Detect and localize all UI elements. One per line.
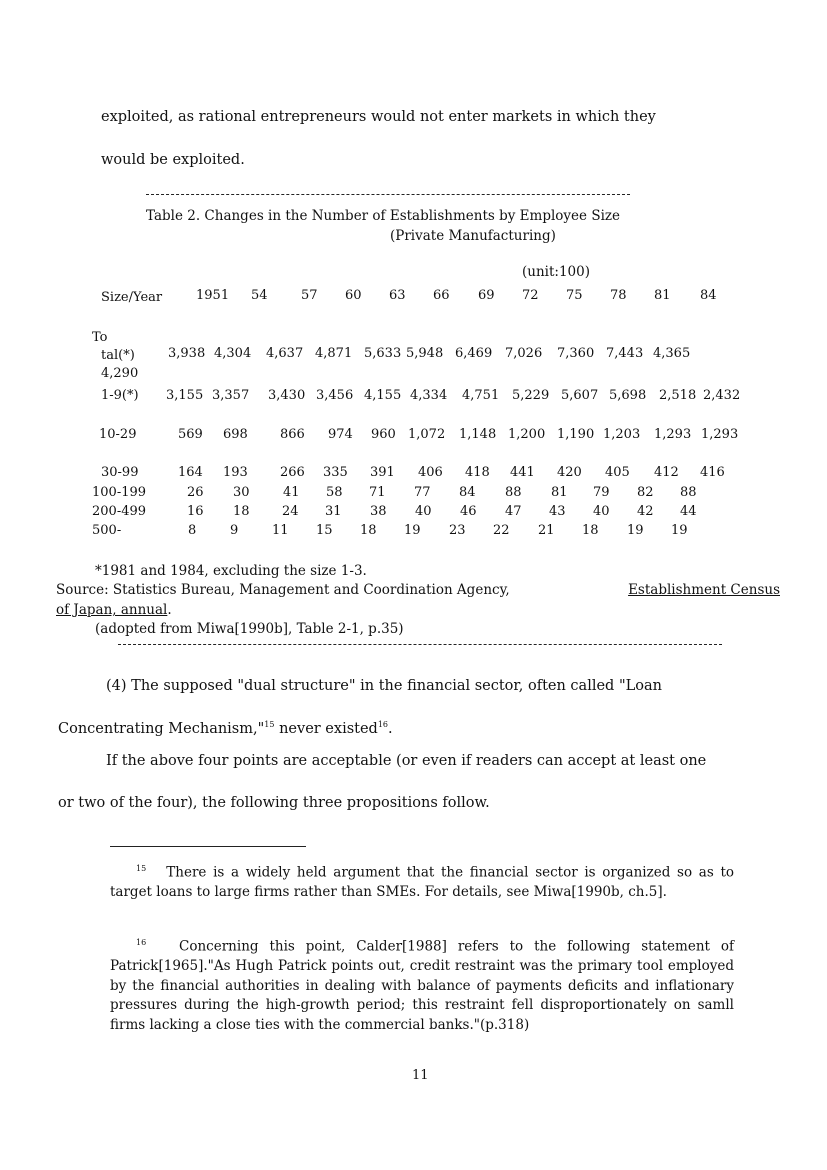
table-cell: 4,155: [364, 388, 402, 403]
table-cell: 15: [316, 523, 333, 538]
table-cell: 9: [230, 523, 239, 538]
footnote-rule: [110, 846, 306, 847]
table-adopted: (adopted from Miwa[1990b], Table 2-1, p.35): [95, 621, 404, 637]
table-top-divider: [146, 194, 630, 195]
table-cell: 58: [326, 485, 343, 500]
table-cell: 19: [671, 523, 688, 538]
table-cell: 420: [557, 465, 582, 480]
table-cell: 1,200: [508, 427, 546, 442]
table-cell: 16: [187, 504, 204, 519]
table-cell: 18: [233, 504, 250, 519]
table-cell: 22: [493, 523, 510, 538]
table-cell: 1,148: [459, 427, 497, 442]
table-cell: 974: [328, 427, 353, 442]
table-cell: 266: [280, 465, 305, 480]
table-cell: 84: [459, 485, 476, 500]
table-cell: 418: [465, 465, 490, 480]
footnote-15-text: There is a widely held argument that the financial sector is organized so as to target loans to large firms rather than SMEs. For details, see Miwa[1990b, ch.5].: [110, 864, 735, 900]
table-source: [56, 582, 780, 598]
table-cell: 441: [510, 465, 535, 480]
table-cell: 26: [187, 485, 204, 500]
table-row-label: 10-29: [99, 427, 137, 442]
page-number: 11: [412, 1068, 429, 1083]
table-cell: 5,948: [406, 346, 444, 361]
table-row-label: 200-499: [92, 504, 147, 519]
table-row-label: 500-: [92, 523, 122, 538]
footnote-mark-16: 16: [136, 938, 147, 947]
table-cell: 7,026: [505, 346, 543, 361]
table-cell: 31: [325, 504, 342, 519]
source-title-a: Establishment Census: [628, 582, 780, 598]
source-title-b: of Japan, annual: [56, 602, 168, 618]
table-cell: 3,357: [212, 388, 250, 403]
table-cell: 405: [605, 465, 630, 480]
table-cell: 46: [460, 504, 477, 519]
source-end: .: [167, 602, 172, 618]
table-header-year: 57: [301, 288, 318, 303]
table-cell: 5,698: [609, 388, 647, 403]
table-cell: 3,155: [166, 388, 204, 403]
table-cell: 569: [178, 427, 203, 442]
table-cell: 11: [272, 523, 289, 538]
footnote-16-text: Concerning this point, Calder[1988] refers to the following statement of Patrick[1965]."As Hugh Patrick points out, credit restraint was the primary tool employed by the financial authorities in dealing with balance of payments deficits and inflationary pressures during the high-growth period; this restraint fell disproportionately on samll firms lacking a close ties with the commercial banks."(p.318): [110, 938, 735, 1033]
table-cell: 88: [680, 485, 697, 500]
table-cell: 3,938: [168, 346, 206, 361]
table-cell: 5,607: [561, 388, 599, 403]
table-cell: 4,637: [266, 346, 304, 361]
table-cell: 5,229: [512, 388, 550, 403]
table-cell: 81: [551, 485, 568, 500]
table-cell: 43: [549, 504, 566, 519]
table-bottom-divider: [118, 644, 722, 645]
table-cell: 4,304: [214, 346, 252, 361]
table-cell: 19: [627, 523, 644, 538]
table-cell: 1,293: [654, 427, 692, 442]
table-header-year: 54: [251, 288, 268, 303]
para4-line-1-text: (4) The supposed "dual structure" in the financial sector, often called "Loan: [106, 678, 662, 694]
table-cell: 77: [414, 485, 431, 500]
table-cell: 4,365: [653, 346, 691, 361]
intro-line-2: would be exploited.: [101, 152, 245, 168]
table-cell: 18: [360, 523, 377, 538]
table-cell: 3,456: [316, 388, 354, 403]
table-cell: 416: [700, 465, 725, 480]
table-cell: 164: [178, 465, 203, 480]
table-cell: 4,871: [315, 346, 353, 361]
table-cell: 42: [637, 504, 654, 519]
table-cell: 71: [369, 485, 386, 500]
table-cell: 24: [282, 504, 299, 519]
para4-line-2: [58, 720, 393, 737]
table-header-year: 69: [478, 288, 495, 303]
table-cell: 2,518: [659, 388, 697, 403]
table-header-year: 63: [389, 288, 406, 303]
table-cell: 40: [415, 504, 432, 519]
source-prefix: Source: Statistics Bureau, Management and Coordination Agency,: [56, 582, 510, 598]
table-cell: 335: [323, 465, 348, 480]
table-cell: 30: [233, 485, 250, 500]
table-header-year: 84: [700, 288, 717, 303]
table-cell: 7,360: [557, 346, 595, 361]
table-subtitle: (Private Manufacturing): [390, 228, 556, 244]
table-cell: 960: [371, 427, 396, 442]
table-cell: 1,203: [603, 427, 641, 442]
table-row-label: 30-99: [101, 465, 139, 480]
table-cell: 5,633: [364, 346, 402, 361]
table-cell: 47: [505, 504, 522, 519]
para4-text-b: never existed: [274, 720, 378, 737]
table-title: Table 2. Changes in the Number of Establishments by Employee Size: [146, 208, 620, 224]
table-cell: 1,190: [557, 427, 595, 442]
table-row-label: 100-199: [92, 485, 147, 500]
table-cell: 866: [280, 427, 305, 442]
table-cell: 38: [370, 504, 387, 519]
table-header-year: 78: [610, 288, 627, 303]
intro-line-1: exploited, as rational entrepreneurs would not enter markets in which they: [101, 109, 656, 125]
table-cell: 40: [593, 504, 610, 519]
table-cell: 1,072: [408, 427, 446, 442]
para5-line-1: If the above four points are acceptable (or even if readers can accept at least one: [106, 753, 707, 769]
table-cell: 79: [593, 485, 610, 500]
table-cell: 6,469: [455, 346, 493, 361]
table-cell: 4,751: [462, 388, 500, 403]
table-cell: 193: [223, 465, 248, 480]
table-cell: 8: [188, 523, 197, 538]
table-header-year: 81: [654, 288, 671, 303]
footnote-ref-15: 15: [264, 720, 275, 729]
table-cell: 19: [404, 523, 421, 538]
footnote-mark-15: 15: [136, 864, 147, 873]
table-row-label: To: [92, 330, 108, 345]
table-cell: 1,293: [701, 427, 739, 442]
table-cell: 4,334: [410, 388, 448, 403]
table-cell: 2,432: [703, 388, 741, 403]
table-unit: (unit:100): [522, 264, 590, 280]
table-row-label: tal(*): [101, 348, 135, 363]
table-cell: 698: [223, 427, 248, 442]
para4-line-1: [106, 678, 780, 694]
table-cell: 23: [449, 523, 466, 538]
table-header-year: 1951: [196, 288, 230, 303]
table-cell: 4,290: [101, 366, 139, 381]
footnote-15: [110, 859, 734, 903]
table-cell: 41: [283, 485, 300, 500]
table-header-year: 72: [522, 288, 539, 303]
table-header-label: Size/Year: [101, 290, 163, 305]
para4-text-a: Concentrating Mechanism,": [58, 720, 265, 737]
table-cell: 412: [654, 465, 679, 480]
table-cell: 7,443: [606, 346, 644, 361]
table-row-label: 1-9(*): [101, 388, 139, 403]
table-cell: 406: [418, 465, 443, 480]
table-header-year: 75: [566, 288, 583, 303]
table-cell: 44: [680, 504, 697, 519]
table-cell: 21: [538, 523, 555, 538]
table-cell: 18: [582, 523, 599, 538]
para5-line-2: or two of the four), the following three propositions follow.: [58, 795, 490, 811]
footnote-ref-16: 16: [377, 720, 389, 729]
para4-text-c: .: [388, 720, 393, 737]
table-header-year: 60: [345, 288, 362, 303]
table-note: *1981 and 1984, excluding the size 1-3.: [95, 563, 367, 579]
table-cell: 88: [505, 485, 522, 500]
source-line-2: [56, 602, 172, 618]
table-cell: 82: [637, 485, 654, 500]
table-cell: 391: [370, 465, 395, 480]
table-cell: 3,430: [268, 388, 306, 403]
footnote-16: [110, 933, 734, 1035]
table-header-year: 66: [433, 288, 450, 303]
